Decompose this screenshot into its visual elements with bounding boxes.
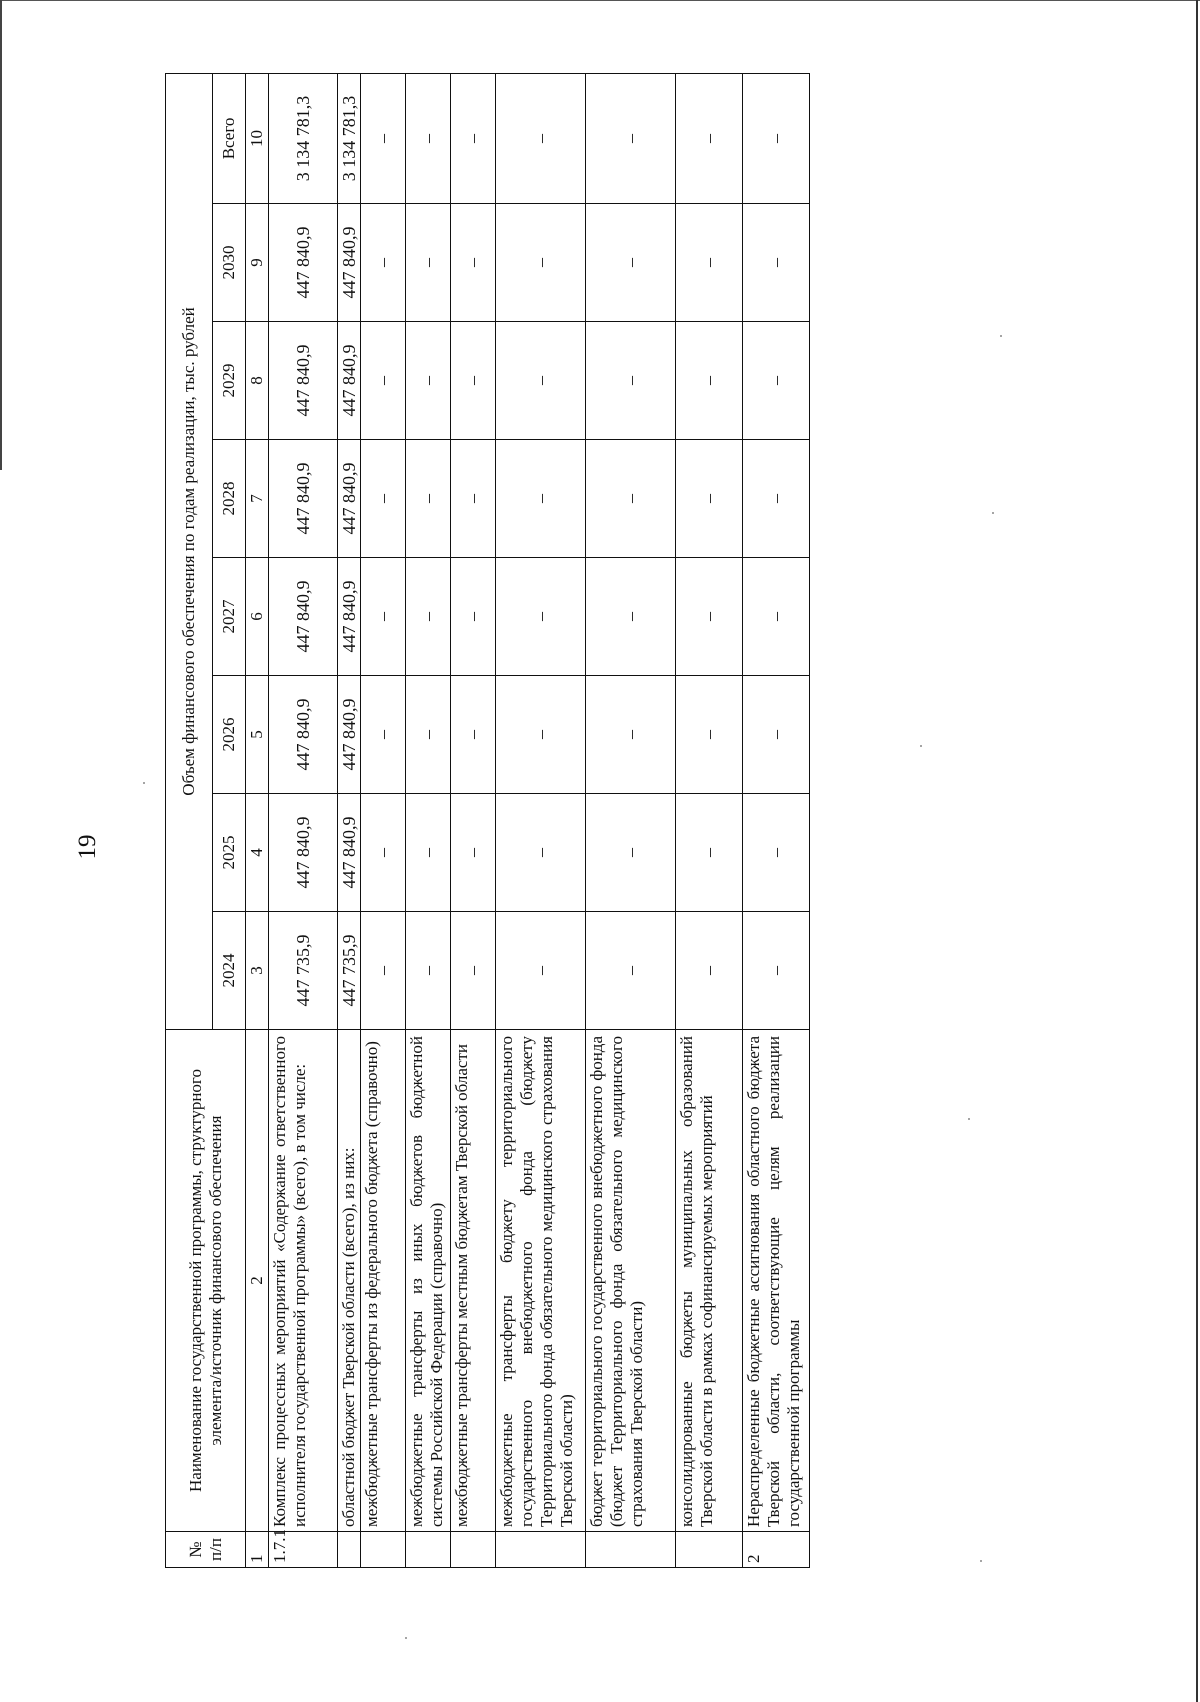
value-cell: – <box>451 440 496 558</box>
value-cell: 447 735,9 <box>269 912 338 1030</box>
column-number: 9 <box>246 204 269 322</box>
scan-edge-right <box>1196 0 1198 1702</box>
row-number: 1.7.1 <box>269 1532 338 1568</box>
value-cell: – <box>451 204 496 322</box>
value-cell: – <box>406 676 451 794</box>
row-name: межбюджетные трансферты из федерального бюджета (справочно) <box>361 1030 406 1532</box>
value-cell: 447 840,9 <box>269 676 338 794</box>
total-cell: – <box>586 73 676 203</box>
row-name: бюджет территориального государственного внебюджетного фонда (бюджет Территориального фонда обязательного медицинского страхования Тверской области) <box>586 1030 676 1532</box>
row-number <box>451 1532 496 1568</box>
value-cell: – <box>676 204 743 322</box>
value-cell: – <box>406 204 451 322</box>
value-cell: – <box>451 794 496 912</box>
table-row <box>406 73 451 1567</box>
value-cell: – <box>676 794 743 912</box>
value-cell: – <box>361 794 406 912</box>
value-cell: 447 840,9 <box>338 794 361 912</box>
value-cell: – <box>361 204 406 322</box>
column-number: 5 <box>246 676 269 794</box>
value-cell: – <box>743 676 810 794</box>
value-cell: – <box>743 440 810 558</box>
value-cell: – <box>451 558 496 676</box>
header-year: 2026 <box>213 676 246 794</box>
value-cell: 447 840,9 <box>338 322 361 440</box>
column-number: 10 <box>246 73 269 203</box>
value-cell: – <box>676 558 743 676</box>
total-cell: 3 134 781,3 <box>338 73 361 203</box>
value-cell: – <box>451 676 496 794</box>
value-cell: – <box>676 676 743 794</box>
value-cell: – <box>743 322 810 440</box>
row-name: Нераспределенные бюджетные ассигнования областного бюджета Тверской области, соответствующие целям реализации государственной программы <box>743 1030 810 1532</box>
total-cell: – <box>676 73 743 203</box>
value-cell: – <box>496 794 586 912</box>
value-cell: 447 840,9 <box>269 440 338 558</box>
scan-speck <box>992 512 994 514</box>
row-number <box>586 1532 676 1568</box>
value-cell: – <box>406 912 451 1030</box>
header-volume: Объем финансового обеспечения по годам реализации, тыс. рублей <box>166 73 213 1029</box>
total-cell: – <box>496 73 586 203</box>
financing-table <box>165 73 810 1568</box>
value-cell: 447 840,9 <box>338 204 361 322</box>
value-cell: – <box>406 322 451 440</box>
header-number: № п/п <box>166 1532 246 1568</box>
row-name: межбюджетные трансферты из иных бюджетов бюджетной системы Российской Федерации (справочно) <box>406 1030 451 1532</box>
row-name: консолидированные бюджеты муниципальных образований Тверской области в рамках софинансируемых мероприятий <box>676 1030 743 1532</box>
scan-edge-top <box>0 0 1200 1</box>
scan-speck <box>1000 335 1002 337</box>
total-cell: 3 134 781,3 <box>269 73 338 203</box>
scan-speck <box>920 745 922 747</box>
value-cell: – <box>586 558 676 676</box>
value-cell: 447 840,9 <box>338 440 361 558</box>
value-cell: 447 840,9 <box>269 558 338 676</box>
header-year: 2024 <box>213 912 246 1030</box>
table-row <box>361 73 406 1567</box>
value-cell: 447 840,9 <box>338 676 361 794</box>
value-cell: 447 840,9 <box>269 322 338 440</box>
header-year: 2029 <box>213 322 246 440</box>
column-number: 7 <box>246 440 269 558</box>
value-cell: – <box>361 912 406 1030</box>
value-cell: – <box>743 794 810 912</box>
total-cell: – <box>406 73 451 203</box>
header-year: 2028 <box>213 440 246 558</box>
row-number <box>338 1532 361 1568</box>
value-cell: – <box>586 676 676 794</box>
value-cell: – <box>406 794 451 912</box>
total-cell: – <box>743 73 810 203</box>
header-name: Наименование государственной программы, структурного элемента/источник финансового обеспечения <box>166 1030 246 1532</box>
table-row <box>586 73 676 1567</box>
scan-speck <box>968 1118 970 1120</box>
scan-speck <box>405 1637 407 1639</box>
financing-table-rotated <box>165 74 803 1568</box>
row-name: межбюджетные трансферты бюджету территориального государственного внебюджетного фонда (бюджету Территориального фонда обязательного медицинского страхования Тверской области) <box>496 1030 586 1532</box>
value-cell: 447 840,9 <box>269 204 338 322</box>
table-body <box>269 73 810 1567</box>
value-cell: – <box>361 440 406 558</box>
value-cell: – <box>496 322 586 440</box>
table-row <box>338 73 361 1567</box>
value-cell: – <box>586 204 676 322</box>
table-row <box>676 73 743 1567</box>
column-number: 8 <box>246 322 269 440</box>
value-cell: – <box>406 440 451 558</box>
value-cell: – <box>676 322 743 440</box>
value-cell: – <box>676 912 743 1030</box>
value-cell: – <box>586 440 676 558</box>
column-number: 3 <box>246 912 269 1030</box>
value-cell: – <box>361 676 406 794</box>
value-cell: 447 840,9 <box>269 794 338 912</box>
table-row <box>451 73 496 1567</box>
value-cell: – <box>586 912 676 1030</box>
row-name: областной бюджет Тверской области (всего), из них: <box>338 1030 361 1532</box>
value-cell: – <box>743 912 810 1030</box>
value-cell: 447 840,9 <box>338 558 361 676</box>
value-cell: – <box>496 204 586 322</box>
page-number: 19 <box>74 834 101 860</box>
table-row <box>269 73 338 1567</box>
row-name: межбюджетные трансферты местным бюджетам Тверской области <box>451 1030 496 1532</box>
column-number: 4 <box>246 794 269 912</box>
total-cell: – <box>361 73 406 203</box>
value-cell: – <box>361 558 406 676</box>
column-number: 6 <box>246 558 269 676</box>
value-cell: – <box>361 322 406 440</box>
column-number: 2 <box>246 1030 269 1532</box>
row-number <box>496 1532 586 1568</box>
total-cell: – <box>451 73 496 203</box>
value-cell: – <box>406 558 451 676</box>
value-cell: 447 735,9 <box>338 912 361 1030</box>
header-year: 2025 <box>213 794 246 912</box>
value-cell: – <box>743 558 810 676</box>
scan-speck <box>143 782 145 784</box>
value-cell: – <box>496 440 586 558</box>
row-number <box>676 1532 743 1568</box>
table-row <box>496 73 586 1567</box>
header-year: 2030 <box>213 204 246 322</box>
row-name: Комплекс процессных мероприятий «Содержание ответственного исполнителя государственной программы» (всего), в том числе: <box>269 1030 338 1532</box>
value-cell: – <box>451 322 496 440</box>
value-cell: – <box>451 912 496 1030</box>
value-cell: – <box>586 322 676 440</box>
value-cell: – <box>586 794 676 912</box>
row-number: 2 <box>743 1532 810 1568</box>
row-number <box>361 1532 406 1568</box>
scan-edge-left <box>0 0 2 470</box>
value-cell: – <box>496 558 586 676</box>
column-number: 1 <box>246 1532 269 1568</box>
row-number <box>406 1532 451 1568</box>
header-year: 2027 <box>213 558 246 676</box>
value-cell: – <box>676 440 743 558</box>
table-row <box>743 73 810 1567</box>
value-cell: – <box>743 204 810 322</box>
value-cell: – <box>496 676 586 794</box>
header-total: Всего <box>213 73 246 203</box>
value-cell: – <box>496 912 586 1030</box>
scan-speck <box>980 1560 982 1562</box>
